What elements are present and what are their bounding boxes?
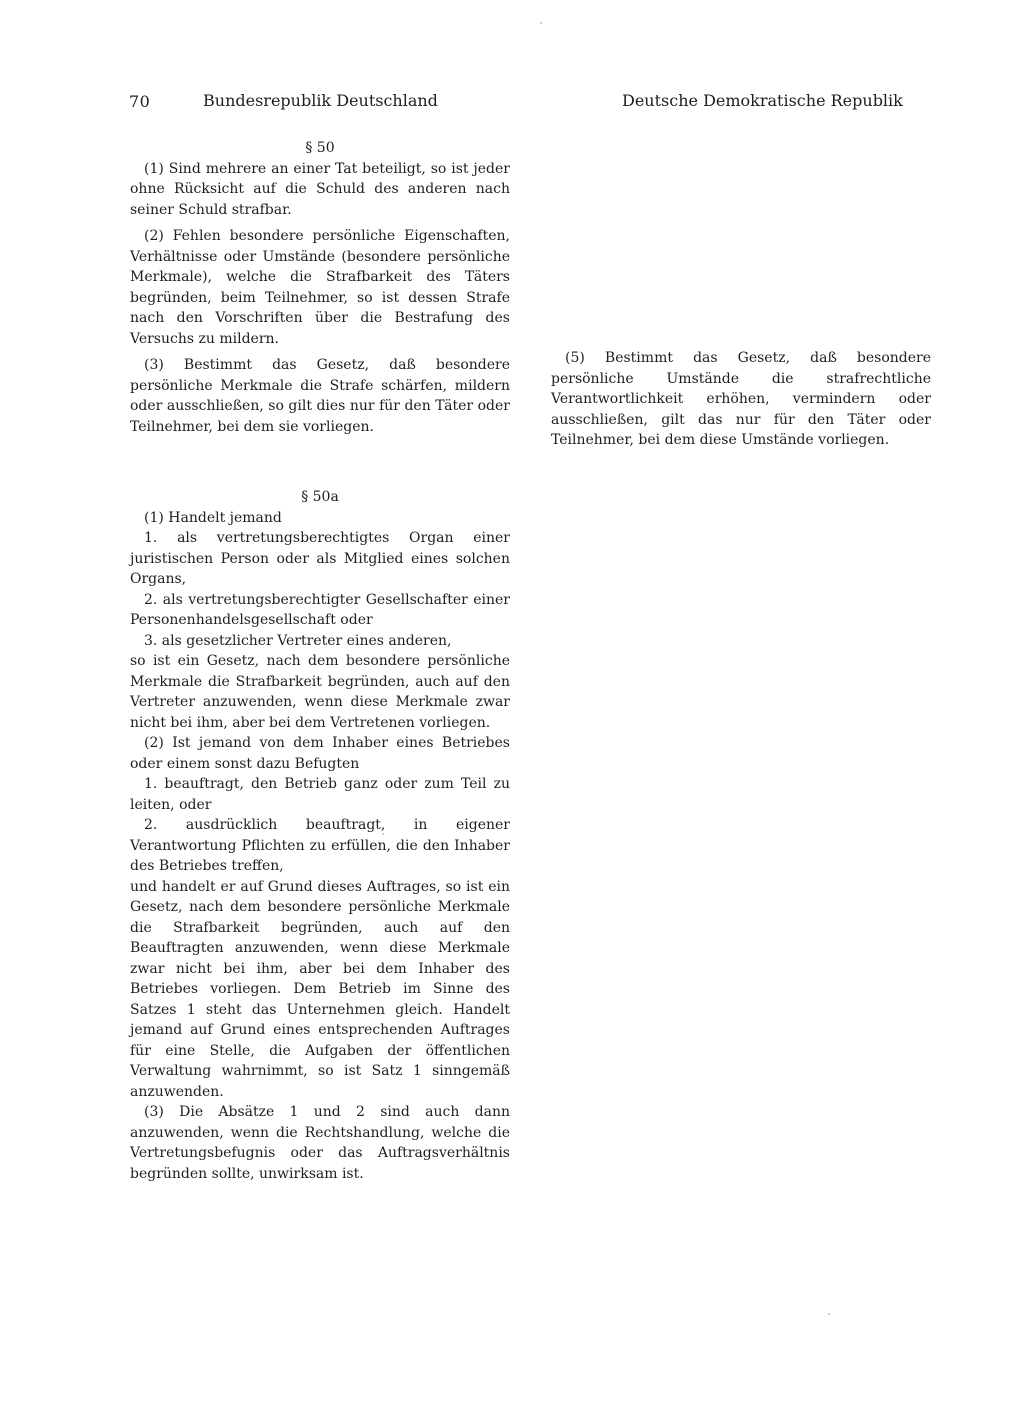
paragraph: so ist ein Gesetz, nach dem besondere persönliche Merkmale die Strafbarkeit begründen, auch auf den Vertreter anzuwenden, wenn diese Merkmale zwar nicht bei ihm, aber bei dem Vertretenen vorliegen. xyxy=(130,653,510,731)
paragraph: (2) Ist jemand von dem Inhaber eines Betriebes oder einem sonst dazu Befugten xyxy=(130,735,510,772)
paragraph: (5) Bestimmt das Gesetz, daß besondere persönliche Umstände die strafrechtliche Verantwortlichkeit erhöhen, vermindern oder ausschließen, gilt das nur für den Täter oder Teilnehmer, bei dem diese Umstände vorliegen. xyxy=(551,350,931,448)
section-spacer xyxy=(130,443,510,487)
scan-speck xyxy=(382,833,384,835)
paragraph: (3) Die Absätze 1 und 2 sind auch dann anzuwenden, wenn die Rechtshandlung, welche die Vertretungsbefugnis oder das Auftragsverhältnis begründen sollte, unwirksam ist. xyxy=(130,1104,510,1182)
running-header-right: Deutsche Demokratische Republik xyxy=(622,91,903,110)
left-column xyxy=(130,138,510,1184)
section-heading-50a: § 50a xyxy=(301,489,339,505)
list-item: 2. als vertretungsberechtigter Gesellschafter einer Personenhandelsgesellschaft oder xyxy=(130,591,510,628)
list-item: 2. ausdrücklich beauftragt, in eigener Verantwortung Pflichten zu erfüllen, die den Inhaber des Betriebes treffen, xyxy=(130,817,510,874)
list-item: 1. als vertretungsberechtigtes Organ einer juristischen Person oder als Mitglied eines solchen Organs, xyxy=(130,530,510,587)
paragraph: (1) Handelt jemand xyxy=(144,509,282,526)
right-column xyxy=(551,348,931,457)
paragraph: (2) Fehlen besondere persönliche Eigenschaften, Verhältnisse oder Umstände (besondere persönliche Merkmale), welche die Strafbarkeit des Täters begründen, beim Teilnehmer, so ist dessen Strafe nach den Vorschriften über die Bestrafung des Versuchs zu mildern. xyxy=(130,228,510,347)
running-header-left: Bundesrepublik Deutschland xyxy=(203,91,438,110)
paragraph: (1) Sind mehrere an einer Tat beteiligt, so ist jeder ohne Rücksicht auf die Schuld des anderen nach seiner Schuld strafbar. xyxy=(130,160,510,218)
paragraph: und handelt er auf Grund dieses Auftrages, so ist ein Gesetz, nach dem besondere persönliche Merkmale die Strafbarkeit begründen, auch auf den Beauftragten anzuwenden, wenn diese Merkmale zwar nicht bei ihm, aber bei dem Inhaber des Betriebes vorliegen. Dem Betrieb im Sinne des Satzes 1 steht das Unternehmen gleich. Handelt jemand auf Grund eines entsprechenden Auftrages für eine Stelle, die Aufgaben der öffentlichen Verwaltung wahrnimmt, so ist Satz 1 sinngemäß anzuwenden. xyxy=(130,878,510,1100)
list-item: 1. beauftragt, den Betrieb ganz oder zum Teil zu leiten, oder xyxy=(130,776,510,813)
paragraph: (3) Bestimmt das Gesetz, daß besondere persönliche Merkmale die Strafe schärfen, mildern oder ausschließen, so gilt dies nur für den Täter oder Teilnehmer, bei dem sie vorliegen. xyxy=(130,357,510,435)
scan-speck xyxy=(828,1313,830,1315)
section-heading-50: § 50 xyxy=(305,140,335,156)
list-item: 3. als gesetzlicher Vertreter eines anderen, xyxy=(144,632,452,649)
scan-speck xyxy=(540,22,542,24)
page-number: 70 xyxy=(129,92,151,111)
